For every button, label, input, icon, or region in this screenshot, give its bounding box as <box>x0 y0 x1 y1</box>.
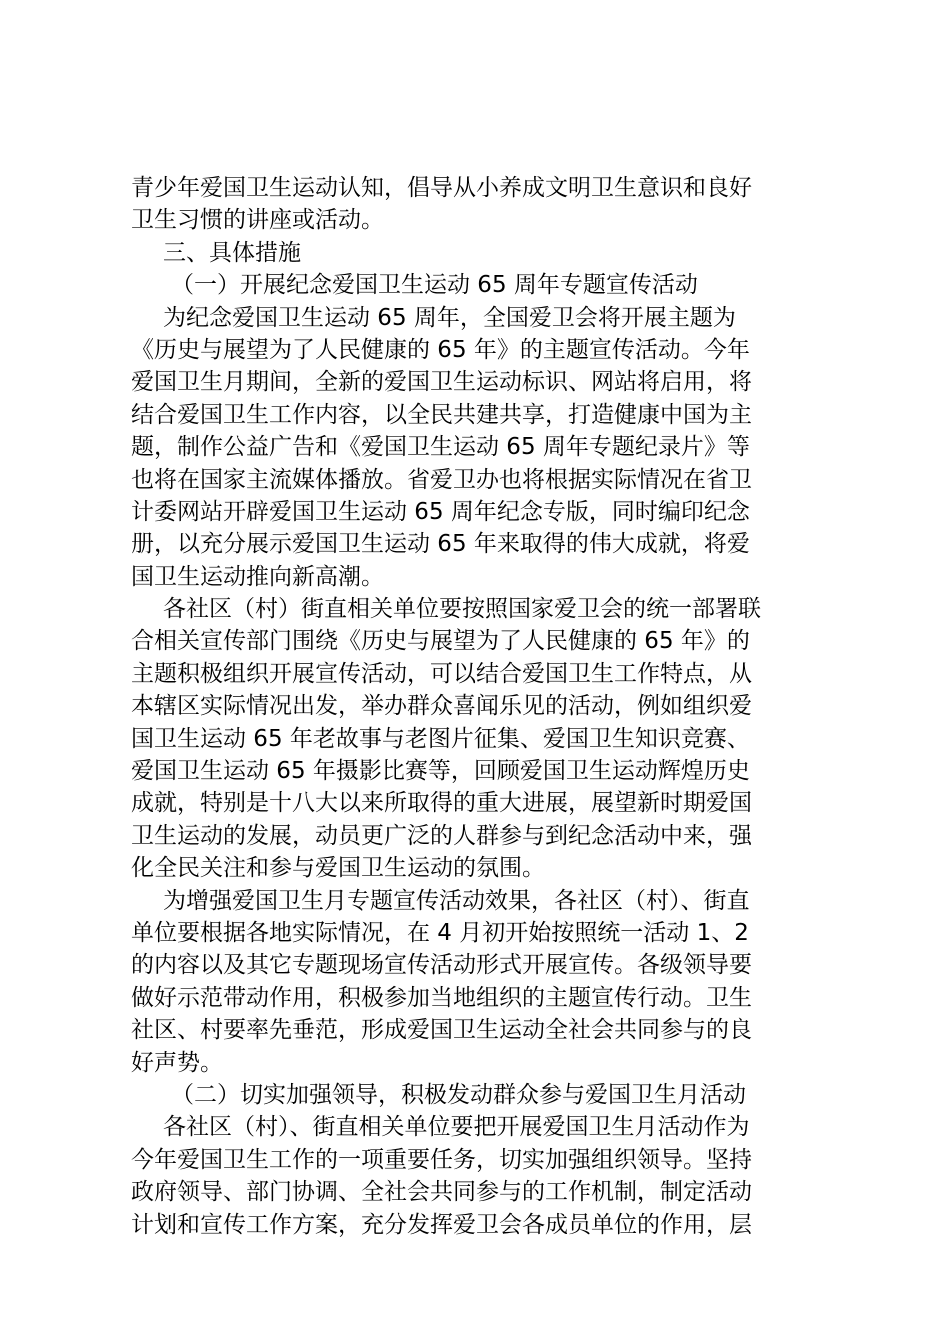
body-line: 化全民关注和参与爱国卫生运动的氛围。 <box>131 855 545 882</box>
body-line: 结合爱国卫生工作内容，以全民共建共享，打造健康中国为主 <box>131 401 752 428</box>
body-line: 成就，特别是十八大以来所取得的重大进展，展望新时期爱国 <box>131 790 752 817</box>
body-line: 的内容以及其它专题现场宣传活动形式开展宣传。各级领导要 <box>131 952 752 979</box>
body-line: 社区、村要率先垂范，形成爱国卫生运动全社会共同参与的良 <box>131 1017 752 1044</box>
body-line: 好声势。 <box>131 1049 223 1076</box>
body-line: 《历史与展望为了人民健康的 65 年》的主题宣传活动。今年 <box>131 336 750 363</box>
body-line: 今年爱国卫生工作的一项重要任务，切实加强组织领导。坚持 <box>131 1146 752 1173</box>
document-body <box>131 172 831 1241</box>
body-line: 青少年爱国卫生运动认知，倡导从小养成文明卫生意识和良好 <box>131 175 752 201</box>
paragraph-first-line: 各社区（村）街直相关单位要按照国家爱卫会的统一部署联 <box>163 596 761 623</box>
body-line: 题，制作公益广告和《爱国卫生运动 65 周年专题纪录片》等 <box>131 434 750 461</box>
body-line: 册，以充分展示爱国卫生运动 65 年来取得的伟大成就，将爱 <box>131 531 750 558</box>
body-line: 合相关宣传部门围绕《历史与展望为了人民健康的 65 年》的 <box>131 628 750 655</box>
body-line: 爱国卫生运动 65 年摄影比赛等，回顾爱国卫生运动辉煌历史 <box>131 758 750 785</box>
subsection-heading: （二）切实加强领导，积极发动群众参与爱国卫生月活动 <box>171 1081 746 1108</box>
body-line: 卫生习惯的讲座或活动。 <box>131 207 384 234</box>
body-line: 主题积极组织开展宣传活动，可以结合爱国卫生工作特点，从 <box>131 660 752 687</box>
paragraph-first-line: 为纪念爱国卫生运动 65 周年，全国爱卫会将开展主题为 <box>163 304 736 331</box>
body-line: 国卫生运动推向新高潮。 <box>131 563 384 590</box>
subsection-heading: （一）开展纪念爱国卫生运动 65 周年专题宣传活动 <box>171 272 698 299</box>
body-line: 计划和宣传工作方案，充分发挥爱卫会各成员单位的作用，层 <box>131 1211 752 1238</box>
body-line: 卫生运动的发展，动员更广泛的人群参与到纪念活动中来，强 <box>131 822 752 849</box>
body-line: 做好示范带动作用，积极参加当地组织的主题宣传行动。卫生 <box>131 984 752 1011</box>
paragraph-first-line: 各社区（村）、街直相关单位要把开展爱国卫生月活动作为 <box>163 1114 750 1141</box>
body-line: 国卫生运动 65 年老故事与老图片征集、爱国卫生知识竞赛、 <box>131 725 750 752</box>
section-heading: 三、具体措施 <box>163 239 301 266</box>
body-line: 单位要根据各地实际情况，在 4 月初开始按照统一活动 1、2 <box>131 919 749 946</box>
body-line: 也将在国家主流媒体播放。省爱卫办也将根据实际情况在省卫 <box>131 466 752 493</box>
body-line: 政府领导、部门协调、全社会共同参与的工作机制，制定活动 <box>131 1179 752 1206</box>
paragraph-first-line: 为增强爱国卫生月专题宣传活动效果，各社区（村）、街直 <box>163 887 750 914</box>
body-line: 计委网站开辟爱国卫生运动 65 周年纪念专版，同时编印纪念 <box>131 498 750 525</box>
body-line: 爱国卫生月期间，全新的爱国卫生运动标识、网站将启用，将 <box>131 369 752 396</box>
body-line: 本辖区实际情况出发，举办群众喜闻乐见的活动，例如组织爱 <box>131 693 752 720</box>
